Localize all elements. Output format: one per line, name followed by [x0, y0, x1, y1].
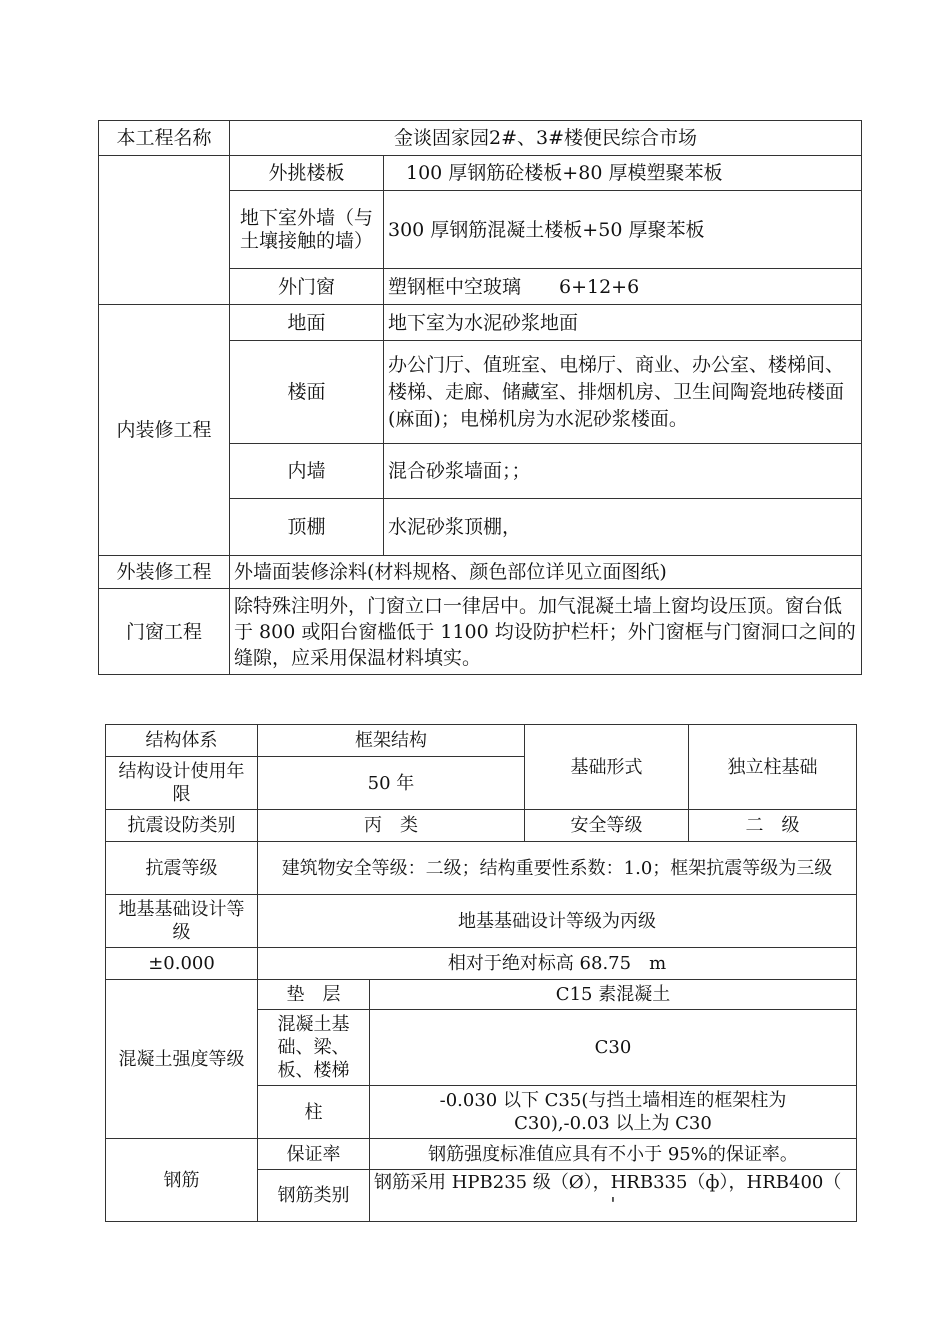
interior-item: 顶棚 — [230, 499, 384, 556]
structure-system-label: 结构体系 — [106, 725, 258, 757]
project-name-label: 本工程名称 — [99, 121, 230, 156]
project-name-value: 金谈固家园2#、3#楼便民综合市场 — [230, 121, 862, 156]
energy-desc: 100 厚钢筋砼楼板+80 厚模塑聚苯板 — [384, 156, 862, 191]
interior-desc: 水泥砂浆顶棚， — [384, 499, 862, 556]
foundation-type-value: 独立柱基础 — [689, 725, 857, 810]
design-notes-table — [98, 120, 862, 675]
concrete-value: C30 — [370, 1010, 857, 1086]
interior-desc: 混合砂浆墙面；； — [384, 444, 862, 499]
energy-item: 外挑楼板 — [230, 156, 384, 191]
concrete-value: C15 素混凝土 — [370, 980, 857, 1010]
interior-label: 内装修工程 — [99, 305, 230, 556]
design-life-value: 50 年 — [258, 757, 525, 810]
rebar-item: 保证率 — [258, 1139, 370, 1170]
rebar-value-cell — [370, 1170, 857, 1222]
concrete-value: -0.030 以下 C35(与挡土墙相连的框架柱为C30),-0.03 以上为 C30 — [370, 1086, 857, 1139]
exterior-desc: 外墙面装修涂料(材料规格、颜色部位详见立面图纸) — [230, 556, 862, 589]
interior-desc: 办公门厅、值班室、电梯厅、商业、办公室、楼梯间、楼梯、走廊、储藏室、排烟机房、卫生间陶瓷地砖楼面(麻面)；电梯机房为水泥砂浆楼面。 — [384, 341, 862, 444]
rebar-label: 钢筋 — [106, 1139, 258, 1222]
foundation-design-label: 地基基础设计等级 — [106, 895, 258, 948]
seismic-category-label: 抗震设防类别 — [106, 810, 258, 842]
seismic-category-value: 丙 类 — [258, 810, 525, 842]
rebar-value: 钢筋采用 HPB235 级（Ø），HRB335（ф），HRB400（ — [374, 1172, 842, 1193]
design-life-label: 结构设计使用年限 — [106, 757, 258, 810]
interior-item: 地面 — [230, 305, 384, 341]
rebar-value: 钢筋强度标准值应具有不小于 95%的保证率。 — [370, 1139, 857, 1170]
seismic-grade-value: 建筑物安全等级：二级；结构重要性系数：1.0；框架抗震等级为三级 — [258, 842, 857, 895]
elevation-value: 相对于绝对标高 68.75 m — [258, 948, 857, 980]
energy-blank-cell — [99, 156, 230, 305]
energy-item: 地下室外墙（与土壤接触的墙） — [230, 191, 384, 269]
interior-desc: 地下室为水泥砂浆地面 — [384, 305, 862, 341]
rebar-item: 钢筋类别 — [258, 1170, 370, 1222]
concrete-item: 柱 — [258, 1086, 370, 1139]
concrete-item: 混凝土基础、梁、板、楼梯 — [258, 1010, 370, 1086]
concrete-label: 混凝土强度等级 — [106, 980, 258, 1139]
structure-system-value: 框架结构 — [258, 725, 525, 757]
doors-desc: 除特殊注明外，门窗立口一律居中。加气混凝土墙上窗均设压顶。窗台低于 800 或阳台窗槛低于 1100 均设防护栏杆；外门窗框与门窗洞口之间的缝隙，应采用保温材料填实。 — [230, 589, 862, 675]
foundation-type-label: 基础形式 — [525, 725, 689, 810]
foundation-design-value: 地基基础设计等级为丙级 — [258, 895, 857, 948]
safety-grade-label: 安全等级 — [525, 810, 689, 842]
interior-item: 内墙 — [230, 444, 384, 499]
elevation-label: ±0.000 — [106, 948, 258, 980]
energy-item: 外门窗 — [230, 269, 384, 305]
rebar-overflow-mark: ' — [610, 1194, 616, 1215]
exterior-label: 外装修工程 — [99, 556, 230, 589]
seismic-grade-label: 抗震等级 — [106, 842, 258, 895]
safety-grade-value: 二 级 — [689, 810, 857, 842]
doors-label: 门窗工程 — [99, 589, 230, 675]
energy-desc: 塑钢框中空玻璃 6+12+6 — [384, 269, 862, 305]
structure-table — [105, 724, 857, 1222]
concrete-item: 垫 层 — [258, 980, 370, 1010]
interior-item: 楼面 — [230, 341, 384, 444]
energy-desc: 300 厚钢筋混凝土楼板+50 厚聚苯板 — [384, 191, 862, 269]
